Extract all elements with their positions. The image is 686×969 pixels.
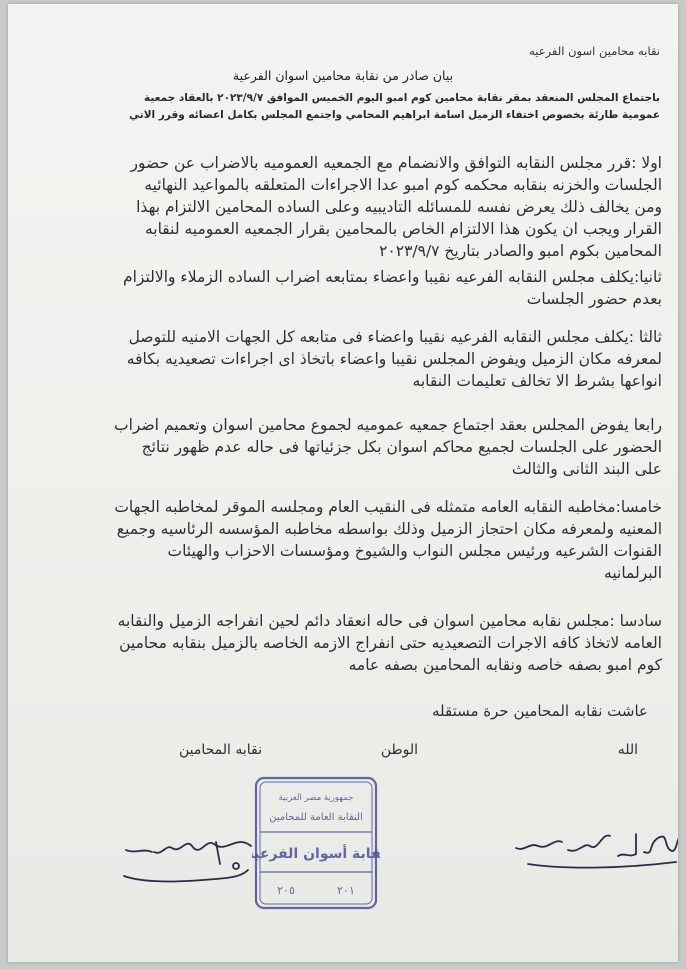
resolution-2: ثانيا:يكلف مجلس النقابه الفرعيه نقيبا واعضاء بمتابعه اضراب الساده الزملاء والالتزام بعدم حضور الجلسات	[123, 268, 662, 308]
stamp-line-1: جمهورية مصر العربية	[278, 793, 354, 803]
stamp-graphic	[252, 774, 380, 912]
resolution-3: ثالثا :يكلف مجلس النقابه الفرعيه نقيبا واعضاء فى متابعه كل الجهات الامنيه للتوصل لمعرفه مكان الزميل ويفوض المجلس نقيبا واعضاء باتخاذ اى اجراءات تصعيديه بكافه انواعها بشرط الا تخالف تعليمات النقابه	[126, 328, 662, 390]
stamp-line-2: النقابة العامة للمحامين	[269, 812, 363, 823]
stamp-line-3: نقابة أسوان الفرعية	[252, 846, 380, 862]
official-stamp	[252, 774, 380, 912]
stamp-code-left: ٢٠٥	[277, 884, 295, 897]
header-org: نقابه محامين اسون الفرعيه	[529, 44, 660, 58]
signoff-allah: الله	[617, 742, 638, 758]
stamp-code-right: ٢٠١	[337, 884, 355, 897]
signature-right-graphic	[508, 812, 678, 882]
document-title: بيان صادر من نقابة محامين اسوان الفرعية	[232, 68, 454, 83]
resolution-4: رابعا يفوض المجلس بعقد اجتماع جمعيه عموميه لجموع محامين اسوان وتعميم اضراب الحضور على الجلسات لجميع محاكم اسوان بكل جزئياتها فى حاله عدم ظهور نتائج على البند الثانى والثالث	[114, 416, 662, 478]
signoff-union: نقابه المحامين	[178, 742, 262, 758]
signoff-watan: الوطن	[380, 742, 418, 758]
signature-left-graphic	[116, 824, 256, 894]
resolution-5: خامسا:مخاطبه النقابه العامه متمثله فى النقيب العام ومجلسه الموقر لمخاطبه الجهات المعنيه ولمعرفه مكان احتجاز الزميل وذلك بواسطه مخاطبه المؤسسه الرئاسيه وجميع القنوات الشرعيه ورئيس مجلس النواب والشيوخ ومؤسسات الاحزاب والهيئات البرلمانيه	[114, 498, 662, 582]
closing-line: عاشت نقابه المحامين حرة مستقله	[431, 702, 648, 720]
resolution-1: اولا :قرر مجلس النقابه التوافق والانضمام مع الجمعيه العموميه بالاضراب عن حضور الجلسات والخزنه بنقابه محكمه كوم امبو عدا الاجراءات المتعلقه بالمواعيد النهائيه ومن يخالف ذلك يعرض نفسه للمسائله التاديبيه وعلى الساده المحامين الالتزام بهذا القرار ويجب ان يكون هذا الالتزام الخاص بالمحامين بقرار الجمعيه العموميه لنقابه المحامين بكوم امبو والصادر بتاريخ ٢٠٢٣/٩/٧	[130, 154, 662, 260]
signature-right	[508, 812, 678, 882]
intro-text: باجتماع المجلس المنعقد بمقر نقابة محامين كوم امبو اليوم الخميس الموافق ٢٠٢٣/٩/٧ بالعقاد جمعية عمومية طارئة بخصوص اختفاء الزميل اسامة ابراهيم المحامي واجتمع المجلس بكامل اعضائه وقرر الاتي	[129, 92, 660, 121]
resolution-6: سادسا :مجلس نقابه محامين اسوان فى حاله انعقاد دائم لحين انفراجه الزميل والنقابه العامه لاتخاذ كافه الاجرات التصعيديه حتى انفراج الازمه الخاصه بالزميل بنقابه محامين كوم امبو بصفه خاصه ونقابه المحامين بصفه عامه	[117, 612, 662, 674]
document-page	[8, 4, 678, 962]
signature-left	[116, 824, 256, 894]
